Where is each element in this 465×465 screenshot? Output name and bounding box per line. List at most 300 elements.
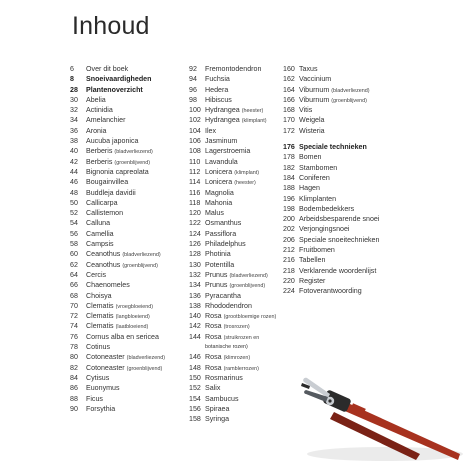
toc-entry-label: Coniferen [299, 173, 330, 182]
toc-page-number: 114 [189, 178, 201, 187]
toc-page-number: 88 [70, 394, 78, 403]
toc-entry-label: Viburnum [299, 85, 330, 94]
toc-entry-label: Register [299, 276, 326, 285]
toc-entry [189, 146, 297, 156]
toc-page-number: 140 [189, 312, 201, 321]
toc-entry-label: Cotinus [86, 343, 111, 352]
toc-entry [70, 229, 182, 239]
toc-entry-label: Cotoneaster [86, 353, 125, 362]
toc-page-number: 168 [283, 106, 295, 115]
toc-page-number: 218 [283, 266, 295, 275]
toc-entry-label: Magnolia [205, 188, 234, 197]
toc-entry-label: Cornus alba en sericea [86, 332, 159, 341]
toc-entry-label: Ficus [86, 394, 103, 403]
toc-page-number: 118 [189, 198, 201, 207]
toc-entry [189, 321, 297, 331]
toc-page-number: 116 [189, 188, 201, 197]
toc-page-number: 132 [189, 270, 201, 279]
toc-entry [189, 404, 297, 414]
toc-page-number: 154 [189, 394, 201, 403]
toc-entry-label: Klimplanten [299, 194, 337, 203]
toc-entry [70, 280, 182, 290]
toc-entry-qualifier: (groenblijvend) [126, 365, 163, 372]
toc-page-number: 104 [189, 126, 201, 135]
toc-entry-label: Campsis [86, 240, 114, 249]
toc-entry-label: Rosa [205, 312, 222, 321]
toc-entry-label: Vaccinium [299, 75, 332, 84]
lopper-pruning-shears-icon [300, 372, 465, 465]
toc-entry [283, 163, 403, 173]
toc-entry-label: Sambucus [205, 394, 239, 403]
toc-entry [70, 177, 182, 187]
toc-page-number: 170 [283, 116, 295, 125]
toc-page-number: 224 [283, 287, 295, 296]
toc-entry-label: Bougainvillea [86, 178, 129, 187]
toc-entry [283, 276, 403, 286]
toc-entry-label: Amelanchier [86, 116, 126, 125]
toc-entry-label: Weigela [299, 116, 325, 125]
toc-page-number: 150 [189, 373, 201, 382]
toc-entry-label: Actinidia [86, 106, 113, 115]
toc-page-number: 138 [189, 301, 201, 310]
toc-entry-label: Callicarpa [86, 198, 118, 207]
toc-entry [70, 260, 182, 270]
toc-page-number: 52 [70, 209, 78, 218]
toc-page-number: 196 [283, 194, 295, 203]
toc-entry-label: Bignonia capreolata [86, 167, 149, 176]
toc-entry [189, 74, 297, 84]
toc-column-1 [70, 64, 182, 414]
toc-entry [189, 157, 297, 167]
toc-entry [70, 239, 182, 249]
toc-entry-label: Vitis [299, 106, 313, 115]
toc-page-number: 144 [189, 332, 201, 341]
toc-entry-label: Ilex [205, 126, 217, 135]
toc-entry-label: Verklarende woordenlijst [299, 266, 377, 275]
toc-section-heading [283, 142, 403, 152]
toc-entry-qualifier: (groenblijvend) [331, 97, 367, 104]
toc-page-number: 120 [189, 209, 201, 218]
toc-page-number: 158 [189, 415, 201, 424]
toc-entry [70, 218, 182, 228]
toc-page-number: 34 [70, 116, 78, 125]
toc-entry [189, 115, 297, 125]
toc-entry [283, 85, 403, 95]
toc-page-number: 50 [70, 198, 78, 207]
toc-entry-label: Fuchsia [205, 75, 230, 84]
toc-entry-label: Verjongingsnoei [299, 225, 350, 234]
toc-entry [70, 208, 182, 218]
toc-entry-label: Fruitbomen [299, 246, 335, 255]
toc-page-number: 182 [283, 163, 295, 172]
toc-entry [70, 167, 182, 177]
toc-page-number: 164 [283, 85, 295, 94]
toc-entry-qualifier: (heester) [241, 108, 264, 115]
toc-entry [189, 208, 297, 218]
toc-entry-label: Calluna [86, 219, 111, 228]
toc-page-number: 78 [70, 343, 78, 352]
toc-page-number: 54 [70, 219, 78, 228]
toc-page-number: 126 [189, 240, 201, 249]
toc-entry-label: Ceanothus [86, 250, 121, 259]
toc-entry-qualifier: (bladverliezend) [229, 272, 268, 279]
toc-entry-qualifier: (klimrozen) [223, 355, 251, 362]
toc-entry [70, 373, 182, 383]
toc-entry-label: Mahonia [205, 198, 233, 207]
toc-entry [70, 321, 182, 331]
toc-entry-qualifier: (bladverliezend) [331, 87, 370, 94]
toc-page-number: 94 [189, 75, 197, 84]
toc-entry [283, 255, 403, 265]
page-title: Inhoud [72, 12, 150, 40]
toc-entry [283, 173, 403, 183]
toc-page-number: 32 [70, 106, 78, 115]
toc-entry-label: Callistemon [86, 209, 124, 218]
toc-page-number: 198 [283, 204, 295, 213]
toc-entry-qualifier: (groenblijvend) [114, 159, 151, 166]
toc-entry [70, 105, 182, 115]
toc-entry-label: Rosa [205, 353, 222, 362]
toc-page-number: 134 [189, 281, 201, 290]
toc-column-3 [283, 64, 403, 297]
toc-entry-label: Camellia [86, 229, 114, 238]
lopper-pivot [322, 389, 366, 412]
toc-page-number: 142 [189, 322, 201, 331]
toc-entry [189, 270, 297, 280]
toc-page-number: 106 [189, 137, 201, 146]
toc-entry [283, 64, 403, 74]
toc-entry [283, 183, 403, 193]
toc-page-number: 80 [70, 353, 78, 362]
toc-entry-qualifier: (klimplant) [234, 169, 260, 176]
toc-entry-label: Choisya [86, 291, 112, 300]
toc-entry-qualifier: (langbloeiend) [115, 314, 150, 321]
toc-entry-label: Cercis [86, 270, 107, 279]
toc-page-number: 166 [283, 95, 295, 104]
toc-page-number: 122 [189, 219, 201, 228]
toc-entry [189, 373, 297, 383]
toc-entry [189, 383, 297, 393]
toc-page-number: 200 [283, 215, 295, 224]
toc-entry-qualifier: (groenblijvend) [229, 283, 266, 290]
toc-entry-label: Hibiscus [205, 95, 232, 104]
toc-page-number: 178 [283, 153, 295, 162]
toc-page-number: 188 [283, 184, 295, 193]
toc-entry-label: Prunus [205, 281, 228, 290]
toc-entry [189, 85, 297, 95]
toc-entry [283, 224, 403, 234]
toc-page-number: 86 [70, 384, 78, 393]
toc-entry-label: Aronia [86, 126, 107, 135]
toc-entry [70, 126, 182, 136]
toc-entry [189, 198, 297, 208]
toc-entry [70, 352, 182, 362]
toc-entry-qualifier: (ramblerrozen) [223, 365, 259, 372]
toc-entry [283, 95, 403, 105]
toc-page-number: 184 [283, 173, 295, 182]
toc-page-number: 28 [70, 85, 78, 94]
toc-entry [189, 342, 297, 352]
toc-entry-qualifier: (groenblijvend) [122, 262, 158, 269]
toc-entry [70, 198, 182, 208]
toc-entry-label: Fotoverantwoording [299, 287, 362, 296]
toc-entry-label: Jasminum [205, 137, 238, 146]
toc-entry [189, 95, 297, 105]
toc-entry [189, 126, 297, 136]
toc-page-number: 110 [189, 157, 201, 166]
toc-entry-label: botanische rozen) [205, 344, 248, 351]
toc-entry-label: Photinia [205, 250, 231, 259]
toc-entry-label: Lavandula [205, 157, 238, 166]
toc-entry-qualifier: (klimplant) [241, 118, 267, 125]
toc-page-number: 56 [70, 229, 78, 238]
toc-entry-label: Potentilla [205, 260, 235, 269]
toc-page-number: 8 [70, 75, 74, 84]
toc-entry [70, 136, 182, 146]
toc-page-number: 206 [283, 235, 295, 244]
toc-entry [189, 291, 297, 301]
toc-page-number: 146 [189, 353, 201, 362]
toc-entry [70, 394, 182, 404]
toc-entry-qualifier: (grootbloemige rozen) [223, 314, 277, 321]
toc-entry [189, 394, 297, 404]
toc-entry-label: Clematis [86, 322, 114, 331]
toc-page-number: 72 [70, 312, 78, 321]
toc-page-number: 108 [189, 147, 201, 156]
toc-page-number: 156 [189, 404, 201, 413]
toc-entry-label: Wisteria [299, 126, 325, 135]
toc-page-number: 58 [70, 240, 78, 249]
toc-page-number: 96 [189, 85, 197, 94]
toc-page-number: 76 [70, 332, 78, 341]
toc-entry-label: Clematis [86, 301, 114, 310]
toc-entry [283, 126, 403, 136]
toc-entry-label: Forsythia [86, 404, 116, 413]
toc-entry-label: Aucuba japonica [86, 137, 139, 146]
toc-entry-label: Malus [205, 209, 224, 218]
toc-entry-label: Rosa [205, 332, 222, 341]
toc-entry-label: Lonicera [205, 178, 233, 187]
toc-entry [283, 266, 403, 276]
toc-entry [189, 332, 297, 342]
toc-entry-label: Hagen [299, 184, 320, 193]
toc-page-number: 90 [70, 404, 78, 413]
toc-entry-label: Chaenomeles [86, 281, 130, 290]
toc-entry-label: Clematis [86, 312, 114, 321]
toc-entry [283, 204, 403, 214]
toc-entry [70, 115, 182, 125]
toc-entry-qualifier: (vroegbloeiend) [115, 303, 154, 310]
toc-entry-label: Over dit boek [86, 65, 129, 73]
toc-column-2 [189, 64, 297, 424]
toc-entry-label: Buddleja davidii [86, 188, 136, 197]
lopper-blades [301, 378, 330, 402]
toc-entry-label: Salix [205, 384, 221, 393]
toc-entry [70, 146, 182, 156]
toc-entry-label: Philadelphus [205, 240, 246, 249]
toc-entry-qualifier: (laatbloeiend) [115, 324, 149, 331]
toc-entry [189, 136, 297, 146]
toc-entry [189, 218, 297, 228]
toc-page-number: 48 [70, 188, 78, 197]
toc-entry [70, 188, 182, 198]
toc-page-number: 148 [189, 363, 201, 372]
toc-entry-label: Bodembedekkers [299, 204, 355, 213]
toc-page-number: 38 [70, 137, 78, 146]
toc-entry-label: Rhododendron [205, 301, 252, 310]
toc-page-number: 66 [70, 281, 78, 290]
toc-page-number: 30 [70, 95, 78, 104]
toc-entry [283, 115, 403, 125]
toc-entry-label: Bomen [299, 153, 322, 162]
toc-page-number: 124 [189, 229, 201, 238]
toc-entry [283, 214, 403, 224]
toc-section-heading [70, 74, 182, 84]
toc-entry [189, 64, 297, 74]
toc-page-number: 84 [70, 373, 78, 382]
toc-page-number: 40 [70, 147, 78, 156]
toc-entry-label: Lonicera [205, 167, 233, 176]
toc-page-number: 128 [189, 250, 201, 259]
toc-entry-label: Arbeidsbesparende snoei [299, 215, 380, 224]
toc-entry [283, 105, 403, 115]
toc-page-number: 92 [189, 65, 197, 73]
toc-entry-label: Hydrangea [205, 116, 240, 125]
toc-entry-label: Pyracantha [205, 291, 241, 300]
toc-entry [189, 363, 297, 373]
toc-entry [189, 280, 297, 290]
toc-entry-qualifier: (bladverliezend) [122, 252, 161, 259]
toc-entry-label: Snoeivaardigheden [86, 75, 152, 84]
toc-entry [189, 301, 297, 311]
toc-entry [283, 286, 403, 296]
toc-entry [70, 332, 182, 342]
toc-entry-label: Tabellen [299, 256, 326, 265]
toc-page-number: 136 [189, 291, 201, 300]
toc-entry-qualifier: (bladverliezend) [114, 149, 153, 156]
toc-entry [70, 363, 182, 373]
toc-entry [70, 270, 182, 280]
toc-page-number: 44 [70, 167, 78, 176]
toc-entry-qualifier: (heester) [234, 180, 256, 187]
toc-entry-label: Speciale snoeitechnieken [299, 235, 380, 244]
toc-entry [283, 152, 403, 162]
toc-page-number: 100 [189, 106, 201, 115]
toc-page-number: 6 [70, 65, 74, 73]
toc-entry [283, 245, 403, 255]
toc-entry [283, 235, 403, 245]
toc-entry [189, 105, 297, 115]
toc-entry-label: Cotoneaster [86, 363, 125, 372]
toc-page-number: 172 [283, 126, 295, 135]
toc-entry [283, 74, 403, 84]
toc-page-number: 130 [189, 260, 201, 269]
toc-entry [70, 311, 182, 321]
toc-entry-label: Rosmarinus [205, 373, 243, 382]
toc-entry [70, 95, 182, 105]
toc-page-number: 68 [70, 291, 78, 300]
toc-page-number: 112 [189, 167, 201, 176]
toc-entry [189, 414, 297, 424]
toc-page-number: 82 [70, 363, 78, 372]
toc-page-number: 220 [283, 276, 295, 285]
toc-entry-label: Ceanothus [86, 260, 121, 269]
toc-entry-label: Abelia [86, 95, 106, 104]
toc-entry [189, 239, 297, 249]
toc-entry [189, 167, 297, 177]
toc-page-number: 162 [283, 75, 295, 84]
toc-entry-label: Rosa [205, 322, 222, 331]
toc-entry-label: Viburnum [299, 95, 330, 104]
toc-entry [189, 229, 297, 239]
toc-page-number: 60 [70, 250, 78, 259]
toc-entry-label: Prunus [205, 270, 228, 279]
toc-entry [189, 352, 297, 362]
toc-entry [70, 291, 182, 301]
toc-entry-label: Lagerstroemia [205, 147, 251, 156]
toc-entry [70, 301, 182, 311]
toc-section-heading [70, 85, 182, 95]
toc-entry-label: Syringa [205, 415, 230, 424]
toc-page-number: 176 [283, 143, 295, 152]
toc-page-number: 160 [283, 65, 295, 73]
toc-page-number: 102 [189, 116, 201, 125]
toc-entry [189, 260, 297, 270]
toc-entry-qualifier: (trosrozen) [223, 324, 250, 331]
toc-entry-label: Rosa [205, 363, 222, 372]
toc-entry [70, 157, 182, 167]
toc-page-number: 202 [283, 225, 295, 234]
toc-entry [70, 404, 182, 414]
toc-entry-qualifier: (struikrozen en [223, 334, 260, 341]
toc-entry-label: Hydrangea [205, 106, 240, 115]
toc-entry-label: Berberis [86, 147, 113, 156]
toc-entry [189, 311, 297, 321]
toc-page-number: 74 [70, 322, 78, 331]
toc-entry-label: Hedera [205, 85, 229, 94]
toc-page-number: 36 [70, 126, 78, 135]
toc-entry-label: Stambomen [299, 163, 338, 172]
toc-entry-label: Plantenoverzicht [86, 85, 143, 94]
toc-entry [283, 194, 403, 204]
toc-entry-label: Spiraea [205, 404, 230, 413]
toc-page-number: 98 [189, 95, 197, 104]
toc-entry-label: Taxus [299, 65, 318, 73]
toc-entry [70, 383, 182, 393]
toc-entry-label: Fremontodendron [205, 65, 262, 73]
toc-page-number: 152 [189, 384, 201, 393]
toc-page-number: 42 [70, 157, 78, 166]
toc-entry [70, 64, 182, 74]
toc-page-number: 64 [70, 270, 78, 279]
toc-page-number: 46 [70, 178, 78, 187]
toc-entry [70, 342, 182, 352]
toc-entry-label: Euonymus [86, 384, 120, 393]
toc-entry-qualifier: (bladverliezend) [126, 355, 166, 362]
toc-page-number: 70 [70, 301, 78, 310]
toc-entry [189, 177, 297, 187]
toc-entry-label: Passiflora [205, 229, 237, 238]
toc-entry-label: Osmanthus [205, 219, 242, 228]
toc-page-number: 216 [283, 256, 295, 265]
toc-entry-label: Cytisus [86, 373, 110, 382]
toc-entry [189, 249, 297, 259]
toc-entry [189, 188, 297, 198]
toc-entry-label: Speciale technieken [299, 143, 367, 152]
toc-entry [70, 249, 182, 259]
toc-page-number: 62 [70, 260, 78, 269]
toc-entry-label: Berberis [86, 157, 113, 166]
